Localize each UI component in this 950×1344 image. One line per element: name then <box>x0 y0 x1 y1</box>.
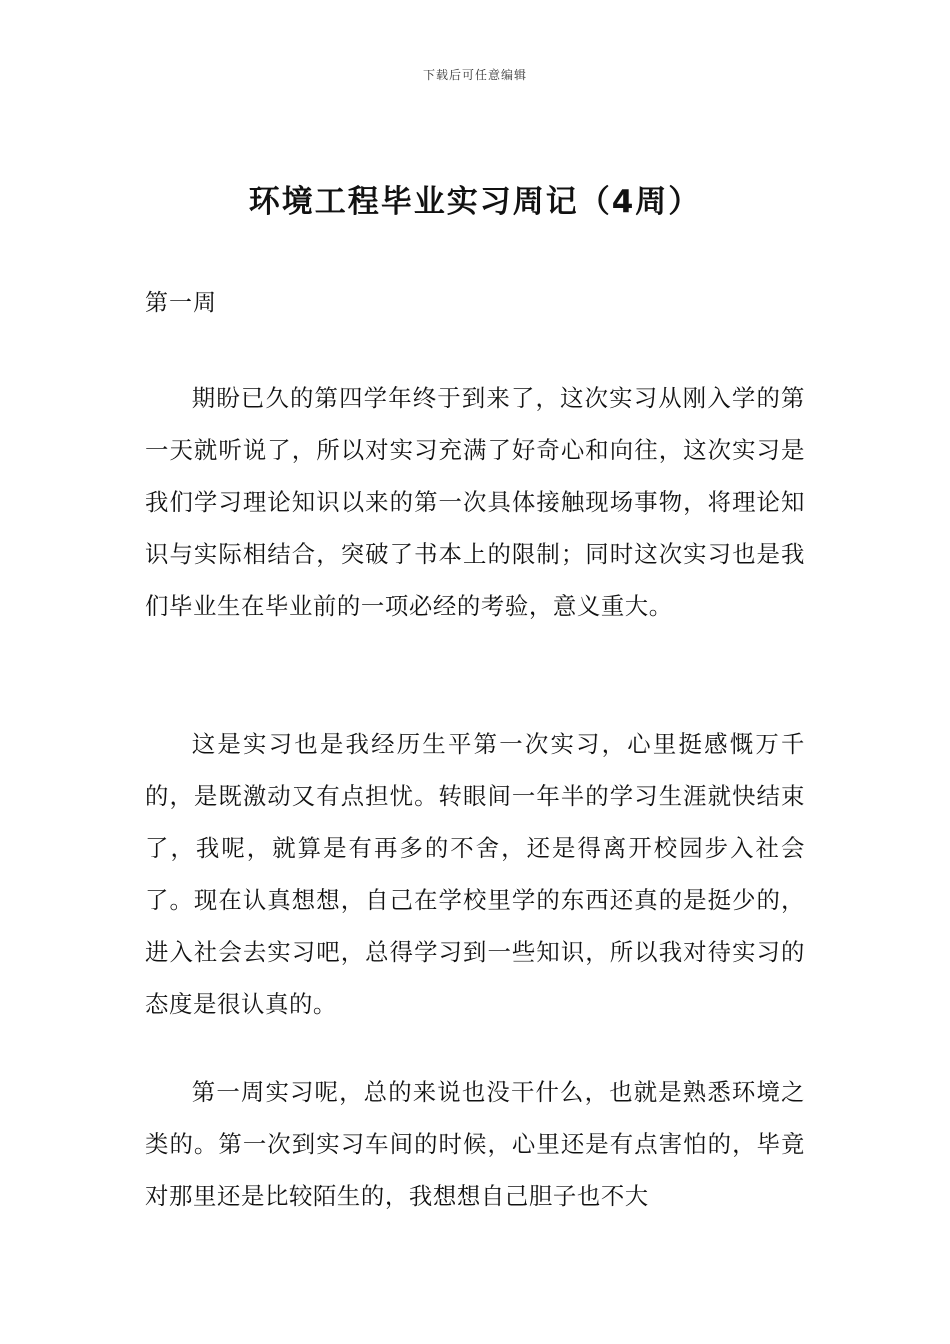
paragraph-block-3 <box>145 1066 805 1222</box>
paragraph-block-1 <box>145 372 805 632</box>
header-note: 下载后可任意编辑 <box>422 68 527 82</box>
paragraph-1: 期盼已久的第四学年终于到来了，这次实习从刚入学的第一天就听说了，所以对实习充满了好奇心和向往，这次实习是我们学习理论知识以来的第一次具体接触现场事物，将理论知识与实际相结合，突破了书本上的限制；同时这次实习也是我们毕业生在毕业前的一项必经的考验，意义重大。 <box>145 384 805 620</box>
paragraph-2: 这是实习也是我经历生平第一次实习，心里挺感慨万千的，是既激动又有点担忧。转眼间一年半的学习生涯就快结束了，我呢，就算是有再多的不舍，还是得离开校园步入社会了。现在认真想想，自己在学校里学的东西还真的是挺少的，进入社会去实习吧，总得学习到一些知识，所以我对待实习的态度是很认真的。 <box>145 730 805 1018</box>
section-heading-week-1: 第一周 <box>145 290 217 316</box>
paragraph-3: 第一周实习呢，总的来说也没干什么，也就是熟悉环境之类的。第一次到实习车间的时候，心里还是有点害怕的，毕竟对那里还是比较陌生的，我想想自己胆子也不大 <box>145 1078 805 1210</box>
document-title: 环境工程毕业实习周记（4周） <box>248 184 702 220</box>
paragraph-block-2 <box>145 718 805 1030</box>
